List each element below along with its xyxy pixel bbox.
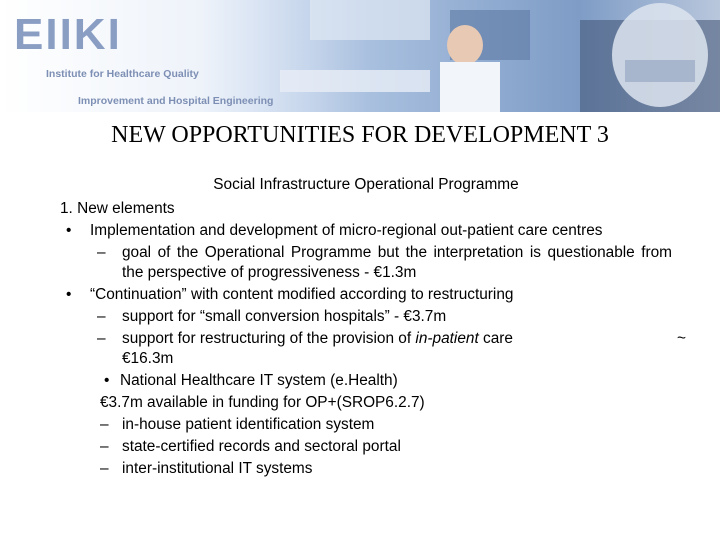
hospital-photo [250,0,720,112]
slide-subtitle: Social Infrastructure Operational Programme [213,176,519,193]
bullet-icon: • [66,286,72,303]
sub-item-2-1 [60,307,672,327]
sub-item-2-1-text: support for “small conversion hospitals” - €3.7m [122,308,447,325]
bullet-item-2-text: “Continuation” with content modified according to restructuring [90,286,514,303]
bullet-item-2 [60,285,672,305]
logo-mark: EIIKI [14,10,122,59]
sub-item-2-2-text-b: care [478,330,513,347]
tilde-mark: ~ [677,330,686,347]
sub-item-2-2-emphasis: in-patient [415,330,479,347]
logo-line-1: Institute for Healthcare Quality [46,68,199,80]
bullet-item-3-text: National Healthcare IT system (e.Health) [120,372,398,389]
sub-item-3-2-text: state-certified records and sectoral portal [122,438,401,455]
sub-item-1-1-text: goal of the Operational Programme but the interpretation is questionable from the perspective of progressiveness - €1.3m [122,244,672,281]
section-heading: 1. New elements [60,200,175,217]
slide-title: NEW OPPORTUNITIES FOR DEVELOPMENT 3 [111,122,609,148]
sub-item-3-1-text: in-house patient identification system [122,416,375,433]
funding-line: €3.7m available in funding for OP+(SROP6.2.7) [100,394,425,411]
sub-item-1-1 [60,243,672,283]
sub-item-3-3 [60,459,672,479]
logo-line-2: Improvement and Hospital Engineering [78,95,274,107]
dash-icon: – [97,244,106,261]
dash-icon: – [97,330,106,347]
bullet-item-1-text: Implementation and development of micro-regional out-patient care centres [90,222,603,239]
sub-item-2-2-text-a: support for restructuring of the provision of [122,330,416,347]
bullet-item-1 [60,221,672,241]
bullet-icon: • [66,222,72,239]
dash-icon: – [100,416,109,433]
header-banner [0,0,720,112]
sub-item-3-2 [60,437,672,457]
bullet-item-3 [60,371,672,391]
slide-body [60,175,686,481]
sub-item-3-1 [60,415,672,435]
sub-item-2-2-text-c: €16.3m [122,350,174,367]
dash-icon: – [100,460,109,477]
sub-item-2-2 [60,329,686,369]
eiki-logo [10,6,274,107]
sub-item-3-3-text: inter-institutional IT systems [122,460,313,477]
dash-icon: – [97,308,106,325]
bullet-icon: • [104,372,110,389]
dash-icon: – [100,438,109,455]
